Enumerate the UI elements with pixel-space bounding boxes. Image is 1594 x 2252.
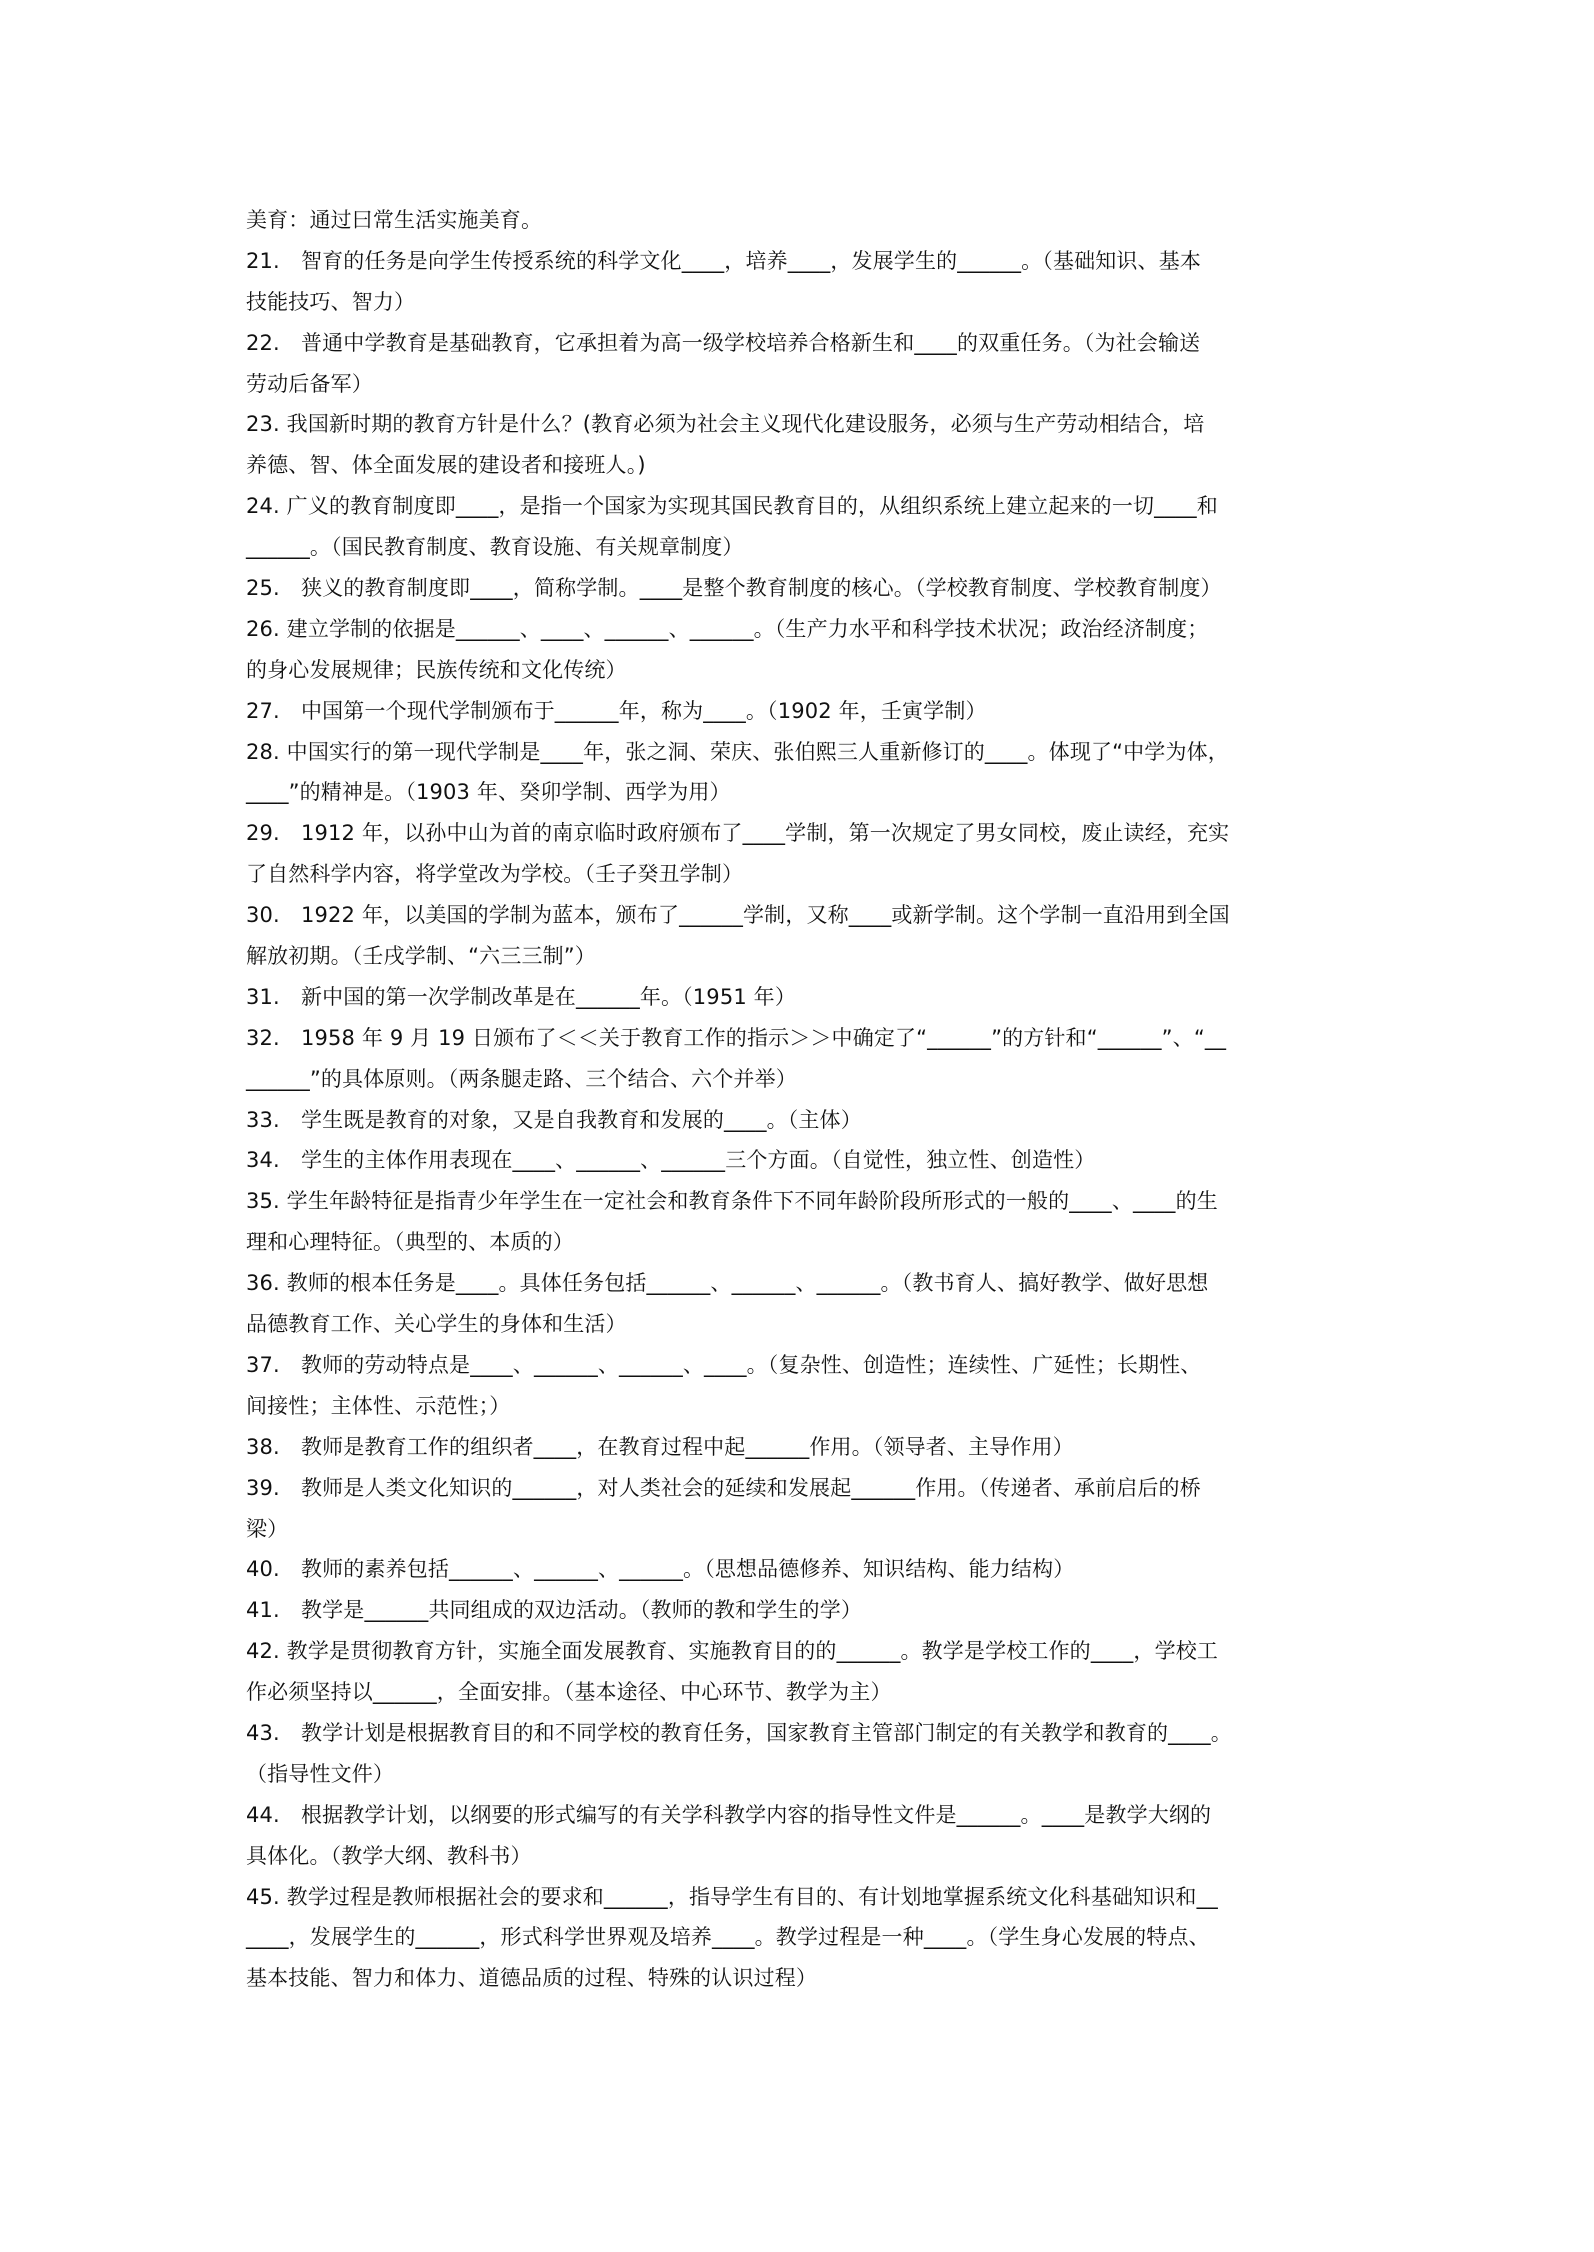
text-line: 40. 教师的素养包括______、______、______。（思想品德修养、知识结构、能力结构） — [246, 1557, 1075, 1582]
text-line: 23. 我国新时期的教育方针是什么？(教育必须为社会主义现代化建设服务，必须与生产劳动相结合，培 — [246, 412, 1205, 437]
text-line: 30. 1922 年，以美国的学制为蓝本，颁布了______学制，又称____或新学制。这个学制一直沿用到全国 — [246, 903, 1230, 928]
text-line: ______。（国民教育制度、教育设施、有关规章制度） — [246, 535, 744, 560]
text-line: 21. 智育的任务是向学生传授系统的科学文化____，培养____，发展学生的______。（基础知识、基本 — [246, 248, 1201, 273]
text-line: 36. 教师的根本任务是____。具体任务包括______、______、______。（教书育人、搞好教学、做好思想 — [246, 1271, 1209, 1296]
text-line: 44. 根据教学计划，以纲要的形式编写的有关学科教学内容的指导性文件是______。____是教学大纲的 — [246, 1802, 1212, 1827]
text-line: 解放初期。（壬戌学制、“六三三制”） — [246, 944, 596, 969]
text-line: （指导性文件） — [246, 1761, 395, 1786]
text-line: 37. 教师的劳动特点是____、______、______、____。（复杂性、创造性；连续性、广延性；长期性、 — [246, 1352, 1202, 1377]
text-line: 27. 中国第一个现代学制颁布于______年，称为____。（1902 年，壬寅学制） — [246, 698, 987, 723]
text-line: 24. 广义的教育制度即____，是指一个国家为实现其国民教育目的，从组织系统上建立起来的一切____和 — [246, 494, 1218, 519]
text-line: 34. 学生的主体作用表现在____、______、______三个方面。（自觉性，独立性、创造性） — [246, 1148, 1096, 1173]
text-line: 间接性；主体性、示范性；） — [246, 1393, 511, 1418]
text-line: 作必须坚持以______，全面安排。（基本途径、中心环节、教学为主） — [246, 1680, 892, 1705]
text-line: 39. 教师是人类文化知识的______，对人类社会的延续和发展起______作用。（传递者、承前启后的桥 — [246, 1475, 1201, 1500]
text-line: 养德、智、体全面发展的建设者和接班人。) — [246, 453, 646, 478]
text-line: 的身心发展规律；民族传统和文化传统） — [246, 657, 627, 682]
text-line: 22. 普通中学教育是基础教育，它承担着为高一级学校培养合格新生和____的双重任务。（为社会输送 — [246, 330, 1201, 355]
text-line: 基本技能、智力和体力、道德品质的过程、特殊的认识过程） — [246, 1966, 818, 1991]
text-line: 26. 建立学制的依据是______、____、______、______。（生产力水平和科学技术状况；政治经济制度； — [246, 616, 1209, 641]
text-line: 43. 教学计划是根据教育目的和不同学校的教育任务，国家教育主管部门制定的有关教学和教育的____。 — [246, 1720, 1232, 1745]
text-line: 35. 学生年龄特征是指青少年学生在一定社会和教育条件下不同年龄阶段所形式的一般的____、____的生 — [246, 1189, 1218, 1214]
text-line: 29. 1912 年，以孙中山为首的南京临时政府颁布了____学制，第一次规定了男女同校，废止读经，充实 — [246, 821, 1230, 846]
text-line: 了自然科学内容，将学堂改为学校。（壬子癸丑学制） — [246, 862, 744, 887]
text-line: 梁） — [246, 1516, 289, 1541]
text-line: 45. 教学过程是教师根据社会的要求和______，指导学生有目的、有计划地掌握系统文化科基础知识和__ — [246, 1884, 1218, 1909]
text-line: 28. 中国实行的第一现代学制是____年，张之洞、荣庆、张伯熙三人重新修订的____。体现了“中学为体， — [246, 739, 1229, 764]
text-line: 33. 学生既是教育的对象，又是自我教育和发展的____。（主体） — [246, 1107, 862, 1132]
text-line: 劳动后备军） — [246, 371, 373, 396]
text-line: 具体化。（教学大纲、教科书） — [246, 1843, 532, 1868]
text-line: 41. 教学是______共同组成的双边活动。（教师的教和学生的学） — [246, 1598, 862, 1623]
text-line: 38. 教师是教育工作的组织者____，在教育过程中起______作用。（领导者、主导作用） — [246, 1434, 1074, 1459]
document-body — [246, 200, 1366, 2040]
text-line: 理和心理特征。（典型的、本质的） — [246, 1230, 574, 1255]
text-line: 31. 新中国的第一次学制改革是在______年。（1951 年） — [246, 984, 796, 1009]
text-line: 25. 狭义的教育制度即____，简称学制。____是整个教育制度的核心。（学校教育制度、学校教育制度） — [246, 576, 1222, 601]
text-line: 32. 1958 年 9 月 19 日颁布了＜＜关于教育工作的指示＞＞中确定了“______”的方针和“______”、“__ — [246, 1025, 1227, 1050]
text-line: 42. 教学是贯彻教育方针，实施全面发展教育、实施教育目的的______。教学是学校工作的____，学校工 — [246, 1639, 1219, 1664]
text-line: ____”的精神是。（1903 年、癸卯学制、西学为用） — [246, 780, 731, 805]
text-line: ____，发展学生的______，形式科学世界观及培养____。教学过程是一种____。（学生身心发展的特点、 — [246, 1925, 1210, 1950]
text-line: 技能技巧、智力） — [246, 289, 416, 314]
text-line — [246, 1999, 1366, 2040]
text-line: 品德教育工作、关心学生的身体和生活） — [246, 1312, 627, 1337]
text-line: ______”的具体原则。（两条腿走路、三个结合、六个并举） — [246, 1066, 797, 1091]
text-line: 美育：通过曰常生活实施美育。 — [246, 208, 543, 232]
